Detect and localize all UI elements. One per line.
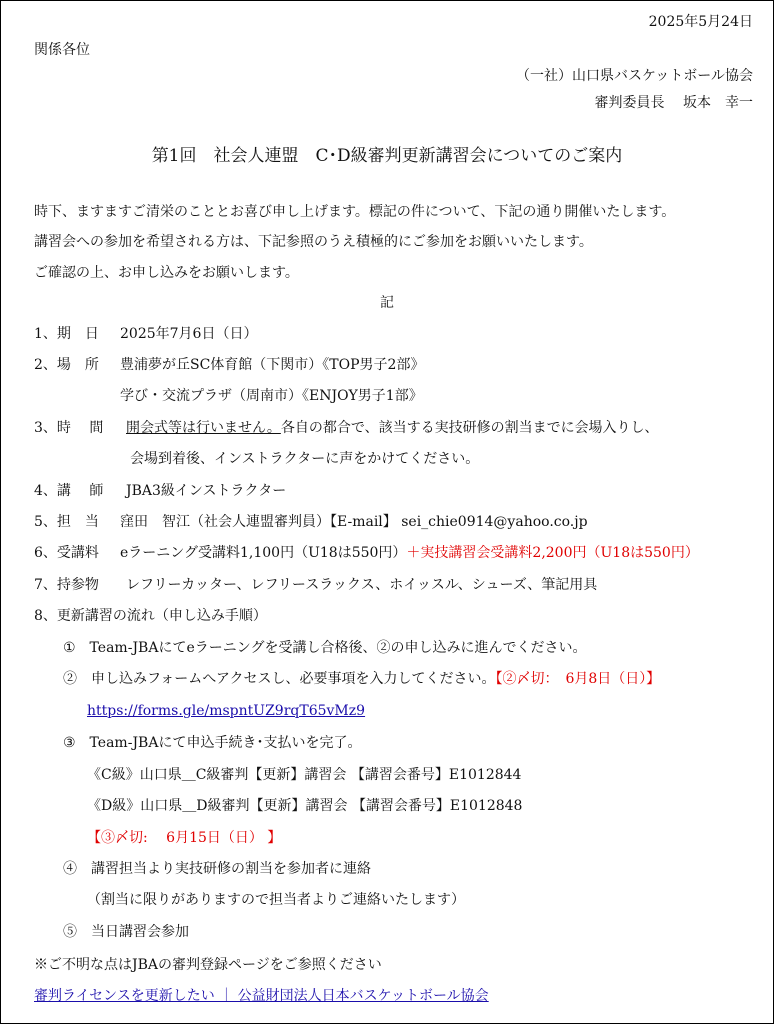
- item-flow-heading: 8、更新講習の流れ（申し込み手順）: [34, 608, 267, 624]
- item-lecturer-label: 4、講 師: [34, 483, 104, 499]
- item-place-2: 学び・交流プラザ（周南市）《ENJOY男子1部》: [120, 388, 423, 404]
- item-date-label: 1、期 日: [34, 326, 99, 342]
- item-fee-value: eラーニング受講料1,100円（U18は550円）: [120, 545, 407, 561]
- item-lecturer: [34, 482, 286, 500]
- item-place-1: 豊浦夢が丘SC体育館（下関市）《TOP男子2部》: [120, 357, 425, 373]
- item-contact-label: 5、担 当: [34, 514, 99, 530]
- item-time: [34, 419, 659, 437]
- recipient: 関係各位: [34, 42, 90, 58]
- item-date: [34, 325, 257, 343]
- intro-line-3: ご確認の上、お申し込みをお願いします。: [34, 265, 299, 281]
- step-1: ① Team-JBAにてeラーニングを受講し合格後、②の申し込みに進んでください。: [63, 640, 587, 656]
- item-place-label: 2、場 所: [34, 357, 99, 373]
- document-title: 第1回 社会人連盟 C･D級審判更新講習会についてのご案内: [151, 146, 623, 166]
- step-4-note: （割当に限りがありますので担当者よりご連絡いたします）: [87, 892, 465, 908]
- intro-line-1: 時下、ますますご清栄のこととお喜び申し上げます。標記の件について、下記の通り開催いたします。: [34, 204, 676, 220]
- item-fee-label: 6、受講料: [34, 545, 99, 561]
- item-date-value: 2025年7月6日（日）: [120, 326, 258, 342]
- item-contact-value: 窪田 智江（社会人連盟審判員）【E-mail】 sei_chie0914@yahoo.co.jp: [120, 514, 588, 530]
- step-2-text: ② 申し込みフォームへアクセスし、必要事項を入力してください。: [63, 671, 496, 687]
- item-belongings-value: レフリーカッター、レフリースラックス、ホイッスル、シューズ、筆記用具: [126, 577, 598, 593]
- item-contact: [34, 513, 588, 531]
- step-3: ③ Team-JBAにて申込手続き･支払いを完了。: [63, 735, 362, 751]
- step-3-deadline: 【③〆切: 6月15日（日） 】: [87, 830, 282, 846]
- item-fee-practical: ＋実技講習会受講料2,200円（U18は550円）: [406, 545, 699, 561]
- item-belongings: [34, 576, 597, 594]
- item-fee: [34, 544, 699, 562]
- ki-heading: 記: [380, 295, 394, 311]
- application-form-link[interactable]: https://forms.gle/mspntUZ9rqT65vMz9: [87, 703, 366, 719]
- item-time-label: 3、時 間: [34, 420, 104, 436]
- sender-organization: （一社）山口県バスケットボール協会: [515, 68, 753, 84]
- item-time-text: 各自の都合で、該当する実技研修の割当までに会場入りし、: [280, 420, 659, 436]
- intro-line-2: 講習会への参加を希望される方は、下記参照のうえ積極的にご参加をお願いいたします。: [34, 234, 593, 250]
- step-4: ④ 講習担当より実技研修の割当を参加者に連絡: [63, 861, 371, 877]
- item-time-no-ceremony: 開会式等は行いません。: [126, 420, 281, 436]
- footer-note: ※ご不明な点はJBAの審判登録ページをご参照ください: [34, 957, 382, 973]
- item-belongings-label: 7、持参物: [34, 577, 99, 593]
- item-lecturer-value: JBA3級インストラクター: [126, 483, 287, 499]
- issue-date: 2025年5月24日: [648, 14, 753, 30]
- step-2-deadline: 【②〆切： 6月8日（日）】: [495, 671, 661, 687]
- step-2: [63, 670, 660, 688]
- step-3-c-class: 《C級》山口県＿C級審判【更新】講習会 【講習会番号】E1012844: [87, 767, 522, 783]
- step-5: ⑤ 当日講習会参加: [63, 924, 189, 940]
- item-time-line-2: 会場到着後、インストラクターに声をかけてください。: [130, 451, 480, 467]
- item-place: [34, 356, 424, 374]
- sender-name: 審判委員長 坂本 幸一: [594, 95, 753, 111]
- jba-license-link[interactable]: 審判ライセンスを更新したい ｜ 公益財団法人日本バスケットボール協会: [34, 988, 489, 1004]
- step-3-d-class: 《D級》山口県＿D級審判【更新】講習会 【講習会番号】E1012848: [87, 798, 523, 814]
